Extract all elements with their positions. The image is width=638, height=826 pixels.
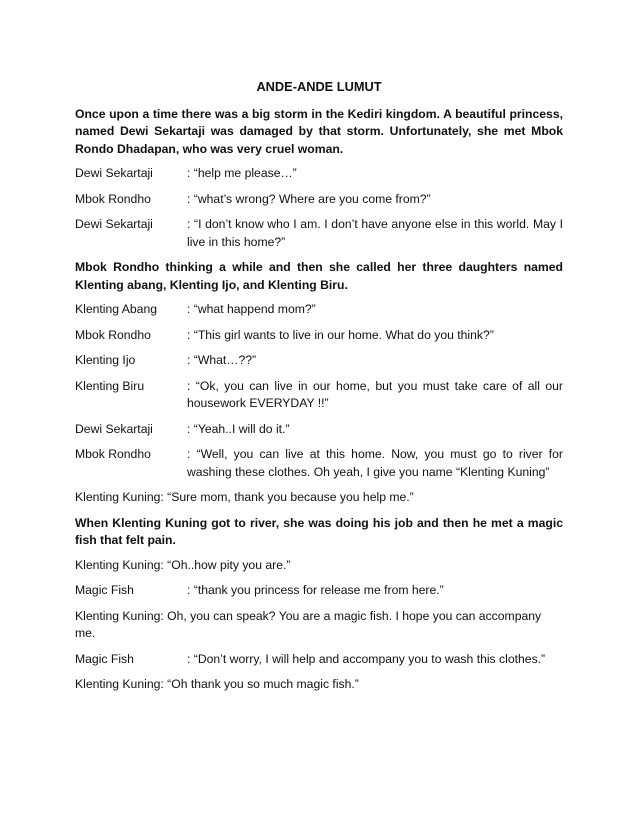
dialogue-line bbox=[75, 165, 563, 183]
dialogue-line bbox=[75, 446, 563, 481]
speech-text: : “what happend mom?” bbox=[187, 302, 316, 316]
inline-dialogue-line: Klenting Kuning: Oh, you can speak? You are a magic fish. I hope you can accompany me. bbox=[75, 608, 542, 640]
dialogue-line bbox=[75, 216, 563, 251]
speaker-name: Klenting Abang bbox=[75, 302, 157, 316]
speech-text: : “Yeah..I will do it.” bbox=[187, 421, 290, 436]
document-title: ANDE-ANDE LUMUT bbox=[256, 79, 382, 94]
dialogue-line bbox=[75, 421, 563, 439]
inline-dialogue-line: Klenting Kuning: “Oh thank you so much magic fish.” bbox=[75, 677, 359, 691]
dialogue-line bbox=[75, 352, 563, 370]
speech-text: : “Don’t worry, I will help and accompany you to wash this clothes.” bbox=[187, 651, 546, 666]
dialogue-line bbox=[75, 651, 563, 669]
narration-paragraph: When Klenting Kuning got to river, she was doing his job and then he met a magic fish that felt pain. bbox=[75, 515, 563, 547]
inline-dialogue-line: Klenting Kuning: “Sure mom, thank you because you help me.” bbox=[75, 490, 414, 504]
speaker-name: Klenting Ijo bbox=[75, 353, 136, 367]
document-page bbox=[75, 78, 563, 702]
dialogue-line bbox=[75, 582, 563, 600]
speaker-name: Magic Fish bbox=[75, 651, 134, 666]
speech-text: : “what’s wrong? Where are you come from?” bbox=[187, 191, 431, 206]
speaker-name: Dewi Sekartaji bbox=[75, 166, 153, 180]
speech-text: : “This girl wants to live in our home. What do you think?” bbox=[187, 327, 494, 342]
speech-text: : “I don’t know who I am. I don’t have anyone else in this world. May I live in this home?” bbox=[187, 217, 563, 249]
dialogue-line bbox=[75, 378, 563, 413]
speech-text: : “Well, you can live at this home. Now, you must go to river for washing these clothes. Oh yeah, I give you name “Klenting Kuning” bbox=[187, 447, 563, 479]
speaker-name: Mbok Rondho bbox=[75, 327, 151, 342]
speech-text: : “Ok, you can live in our home, but you must take care of all our housework EVERYDAY !!” bbox=[187, 378, 563, 410]
speaker-name: Dewi Sekartaji bbox=[75, 421, 153, 436]
speech-text: : “help me please…” bbox=[187, 166, 297, 180]
speaker-name: Magic Fish bbox=[75, 583, 134, 597]
narration-paragraph: Once upon a time there was a big storm in the Kediri kingdom. A beautiful princess, named Dewi Sekartaji was damaged by that storm. Unfortunately, she met Mbok Rondo Dhadapan, who was very cruel woman. bbox=[75, 106, 563, 156]
dialogue-line bbox=[75, 327, 563, 345]
speech-text: : “thank you princess for release me from here.” bbox=[187, 583, 444, 597]
speaker-name: Dewi Sekartaji bbox=[75, 217, 153, 231]
dialogue-line bbox=[75, 301, 563, 319]
narration-paragraph: Mbok Rondho thinking a while and then she called her three daughters named Klenting abang, Klenting Ijo, and Klenting Biru. bbox=[75, 260, 563, 292]
speaker-name: Mbok Rondho bbox=[75, 191, 151, 206]
speaker-name: Mbok Rondho bbox=[75, 447, 151, 461]
speech-text: : “What…??” bbox=[187, 353, 257, 367]
inline-dialogue-line: Klenting Kuning: “Oh..how pity you are.” bbox=[75, 557, 291, 572]
speaker-name: Klenting Biru bbox=[75, 378, 145, 393]
dialogue-line bbox=[75, 191, 563, 209]
